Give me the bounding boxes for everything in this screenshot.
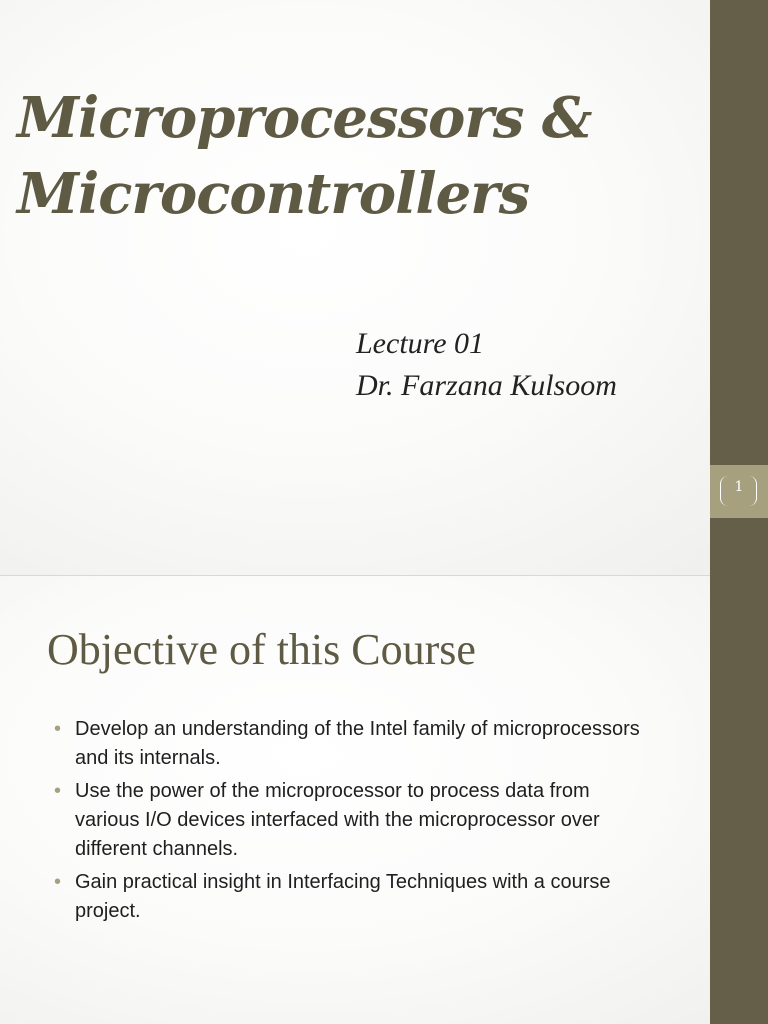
objective-list <box>54 715 654 930</box>
slide-title <box>17 80 591 232</box>
slide-title-line-2: Microcontrollers <box>17 161 530 227</box>
bullet-icon: • <box>54 871 62 893</box>
objective-slide <box>0 576 768 1024</box>
author-name: Dr. Farzana Kulsoom <box>356 369 617 402</box>
slide-number-badge <box>710 465 768 518</box>
list-item <box>54 715 654 773</box>
list-item-text: Gain practical insight in Interfacing Techniques with a course project. <box>75 871 611 922</box>
slide-subtitle <box>356 323 617 407</box>
bullet-icon: • <box>54 780 62 802</box>
lecture-label: Lecture 01 <box>356 327 485 360</box>
list-item-text: Develop an understanding of the Intel family of microprocessors and its internals. <box>75 718 640 769</box>
bullet-icon: • <box>54 718 62 740</box>
slide-title-line-1: Microprocessors & <box>17 85 592 151</box>
section-heading: Objective of this Course <box>47 625 476 674</box>
list-item <box>54 777 654 864</box>
slide-number: 1 <box>734 479 744 495</box>
list-item-text: Use the power of the microprocessor to process data from various I/O devices interfaced with the microprocessor over different channels. <box>75 780 600 860</box>
list-item <box>54 868 654 926</box>
